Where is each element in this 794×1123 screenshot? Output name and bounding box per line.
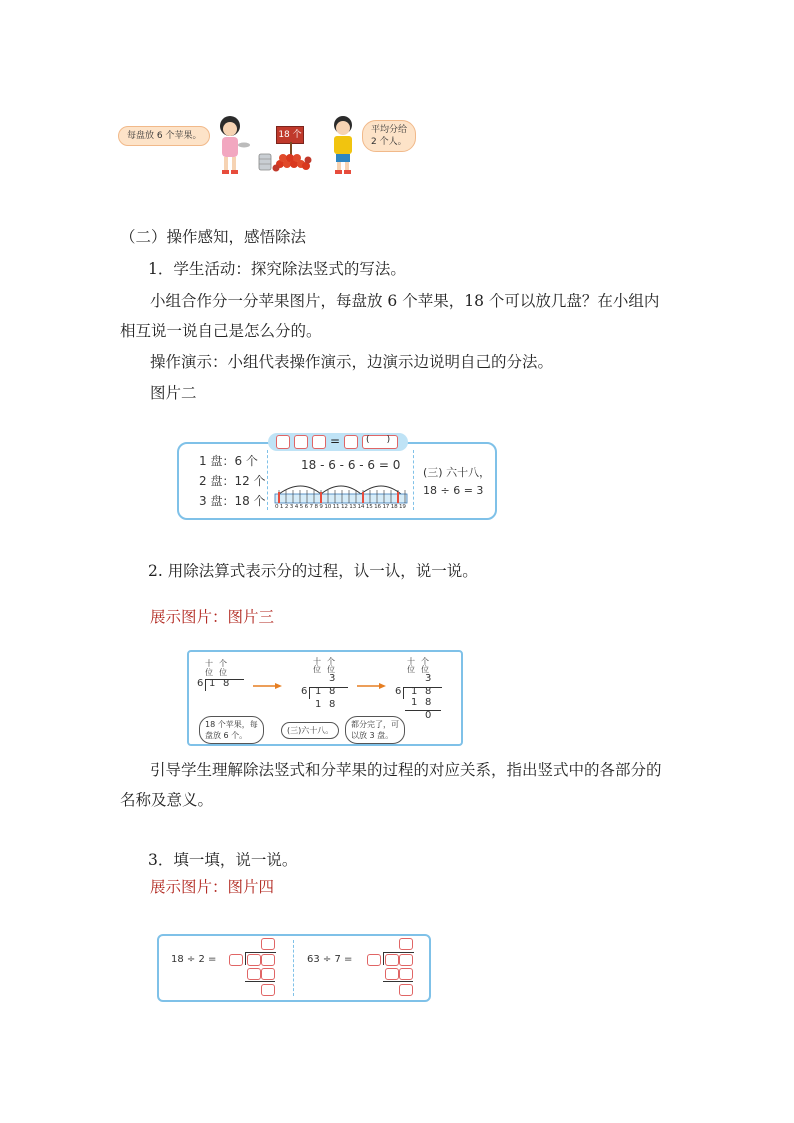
pic2-number-line-labels: 0 1 2 3 4 5 6 7 8 9 10 11 12 13 14 15 16 17 18 19 [275, 504, 406, 510]
pic3-b1-ones: 个 [219, 659, 227, 668]
pic4-eq1: 18 ÷ 2 = [171, 954, 217, 965]
girl-figure [210, 112, 250, 176]
pic2-blank-box [312, 435, 326, 449]
pic3-b3-divisor: 6 [395, 686, 402, 697]
section-heading: （二）操作感知，感悟除法 [120, 228, 307, 246]
pic4-dividend-tens-box-2[interactable] [385, 954, 399, 966]
plates-icon [258, 152, 272, 172]
pic4-product-ones-box[interactable] [261, 968, 275, 980]
pic2-paren: ( ) [366, 435, 391, 445]
pic3-b2-divisor: 6 [301, 686, 308, 697]
pic4-product-ones-box-2[interactable] [399, 968, 413, 980]
pic3-b2-d2: 8 [329, 686, 336, 697]
pic4-eq2: 63 ÷ 7 = [307, 954, 353, 965]
pic3-cloud1-line1: 18 个苹果，每 [205, 720, 258, 729]
pic3-b2-d1: 1 [315, 686, 322, 697]
pic3-b3-d1: 1 [411, 686, 418, 697]
pic2-row2: 2 盘：12 个 [199, 474, 266, 488]
pic4-product-tens-box[interactable] [247, 968, 261, 980]
pic4-remainder-box-2[interactable] [399, 984, 413, 996]
pic3-cloud3-line1: 都分完了，可 [351, 720, 399, 729]
step1-title: 1．学生活动：探究除法竖式的写法。 [148, 260, 406, 278]
pic3-cloud1-line2: 盘放 6 个。 [205, 731, 248, 740]
pic3-b1-d1: 1 [209, 678, 216, 689]
pic4-quotient-box[interactable] [261, 938, 275, 950]
pic2-row3: 3 盘：18 个 [199, 494, 266, 508]
pic4-quotient-box-2[interactable] [399, 938, 413, 950]
pic3-b1-d2: 8 [223, 678, 230, 689]
pic4-divider [293, 940, 294, 996]
pic4-dividend-tens-box[interactable] [247, 954, 261, 966]
pic2-top-tab [268, 433, 408, 451]
picture4-label: 展示图片：图片四 [150, 878, 275, 896]
boy-figure [328, 114, 358, 176]
picture2-label: 图片二 [150, 384, 197, 402]
para2: 操作演示：小组代表操作演示，边演示边说明自己的分法。 [150, 353, 554, 371]
pic3-b1-place1: 位 [205, 668, 213, 677]
step2-title: 2. 用除法算式表示分的过程，认一认，说一说。 [148, 562, 478, 580]
pic3-b3-place2: 位 [421, 665, 429, 674]
illustration-sharing-apples [118, 112, 424, 178]
picture2-panel [177, 442, 497, 520]
pic3-b3-sub2: 8 [425, 697, 432, 708]
speech-bubble-right [362, 120, 416, 152]
picture3-panel [187, 650, 463, 746]
pic3-b2-place1: 位 [313, 665, 321, 674]
pic3-cloud3 [345, 716, 405, 744]
pic4-answer-box[interactable] [229, 954, 243, 966]
pic2-blank-box [276, 435, 290, 449]
picture4-panel [157, 934, 431, 1002]
bubble-right-line1: 平均分给 [371, 125, 408, 135]
pic3-cloud1 [199, 716, 264, 744]
pic4-answer-box-2[interactable] [367, 954, 381, 966]
pic4-line1 [245, 981, 275, 982]
pic2-row1: 1 盘：6 个 [199, 454, 258, 468]
guide-line2: 名称及意义。 [120, 791, 214, 809]
picture3-label: 展示图片：图片三 [150, 608, 275, 626]
pic3-b3-line [405, 710, 441, 711]
pic3-b2-tens: 十 [313, 657, 321, 666]
pic3-b3-d2: 8 [425, 686, 432, 697]
pic4-line2 [383, 981, 413, 982]
pic4-dividend-ones-box[interactable] [261, 954, 275, 966]
apple-count-sign: 18 个 [276, 126, 304, 144]
pic3-b3-tens: 十 [407, 657, 415, 666]
para1-line1: 小组合作分一分苹果图片，每盘放 6 个苹果，18 个可以放几盘？在小组内 [150, 292, 660, 310]
pic3-b3-bracket [403, 687, 442, 699]
pic3-arrow2-icon [357, 682, 387, 690]
step3-title: 3．填一填，说一说。 [148, 851, 298, 869]
pic3-b3-sub1: 1 [411, 697, 418, 708]
pic3-b3-place1: 位 [407, 665, 415, 674]
pic4-dividend-ones-box-2[interactable] [399, 954, 413, 966]
pic2-equation: 18 - 6 - 6 - 6 = 0 [301, 458, 401, 472]
pic3-cloud2: (三)六十八。 [281, 722, 339, 739]
pic3-b2-quotient: 3 [329, 673, 336, 684]
pic3-b1-tens: 十 [205, 659, 213, 668]
para1-line2: 相互说一说自己是怎么分的。 [120, 322, 322, 340]
pic3-b2-sub2: 8 [329, 699, 336, 710]
bubble-right-line2: 2 个人。 [371, 137, 407, 147]
pic3-b1-place2: 位 [219, 668, 227, 677]
pic3-b2-ones: 个 [327, 657, 335, 666]
guide-line1: 引导学生理解除法竖式和分苹果的过程的对应关系，指出竖式中的各部分的 [150, 761, 662, 779]
pic3-cloud3-line2: 以放 3 盘。 [351, 731, 394, 740]
pic4-product-tens-box-2[interactable] [385, 968, 399, 980]
pic3-arrow1-icon [253, 682, 283, 690]
pic3-b3-quotient: 3 [425, 673, 432, 684]
pic2-blank-box [344, 435, 358, 449]
pic2-divider-right [413, 450, 414, 510]
pic2-blank-box [294, 435, 308, 449]
pic4-remainder-box[interactable] [261, 984, 275, 996]
speech-bubble-left: 每盘放 6 个苹果。 [118, 126, 210, 146]
pic2-divider-left [267, 450, 268, 510]
pic2-right-line1: (三) 六十八， [423, 466, 491, 479]
pic3-b3-ones: 个 [421, 657, 429, 666]
pic3-b1-divisor: 6 [197, 678, 204, 689]
pic2-eq-sign: = [330, 434, 341, 448]
pic2-right-line2: 18 ÷ 6 = 3 [423, 484, 484, 497]
pic3-b3-remainder: 0 [425, 710, 432, 721]
pic3-b2-sub1: 1 [315, 699, 322, 710]
apple-pile-icon [272, 142, 312, 172]
pic3-b2-place2: 位 [327, 665, 335, 674]
